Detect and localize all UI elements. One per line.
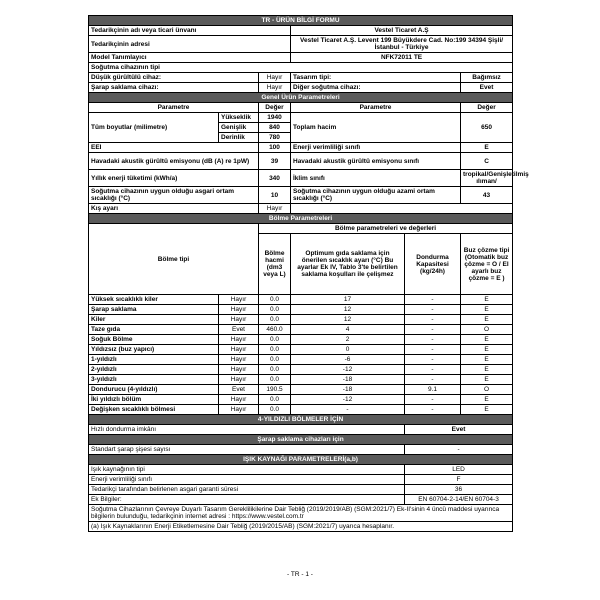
compartment-volume: 0.0 (259, 405, 291, 415)
compartment-temp: 12 (291, 305, 405, 315)
additional-info-label: Ek Bilgiler: (89, 495, 405, 505)
total-volume-label: Toplam hacim (291, 113, 461, 143)
supplier-name-label: Tedarikçinin adı veya ticari ünvanı (89, 26, 291, 36)
compartment-defrost: E (461, 375, 513, 385)
compartment-temp: 17 (291, 295, 405, 305)
dimension-height-label: Yükseklik (219, 113, 259, 123)
compartment-defrost: E (461, 365, 513, 375)
supplier-address-value: Vestel Ticaret A.Ş. Levent 199 Büyükdere Cad. No:199 34394 Şişli/İstanbul - Türkiye (291, 36, 513, 53)
light-type-label: Işık kaynağının tipi (89, 465, 405, 475)
compartment-row (89, 355, 513, 365)
compartment-defrost: E (461, 305, 513, 315)
annual-energy-label: Yıllık enerji tüketimi (kWh/a) (89, 170, 259, 187)
noise-emission-value: 39 (259, 153, 291, 170)
additional-info-value: EN 60704-2-14/EN 60704-3 (405, 495, 513, 505)
compartment-freeze: - (405, 345, 461, 355)
compartment-volume: 0.0 (259, 335, 291, 345)
compartment-volume: 0.0 (259, 375, 291, 385)
light-source-footnote: (a) Işık Kaynaklarının Enerji Etiketlemesine Dair Tebliğ (2019/2015/AB) (SGM:2021/7) uyarıca hesaplanır. (89, 522, 513, 532)
type-row-right-label: Tasarım tipi: (291, 73, 461, 83)
compartment-volume: 0.0 (259, 305, 291, 315)
compartment-present: Hayır (219, 405, 259, 415)
compartment-row (89, 335, 513, 345)
type-row-left-value: Hayır (259, 73, 291, 83)
type-row-right-value: Evet (461, 83, 513, 93)
compartment-name: Taze gıda (89, 325, 219, 335)
compartment-row (89, 375, 513, 385)
compartment-volume: 460.0 (259, 325, 291, 335)
dimensions-label: Tüm boyutlar (milimetre) (89, 113, 219, 143)
page-number: - TR - 1 - (287, 571, 313, 578)
min-ambient-temp-label: Soğutma cihazının uygun olduğu asgari ortam sıcaklığı (°C) (89, 187, 259, 204)
dimension-height-value: 1940 (259, 113, 291, 123)
compartment-present: Evet (219, 325, 259, 335)
compartment-freeze: - (405, 335, 461, 345)
compartment-volume-header: Bölme hacmi (dm3 veya L) (259, 234, 291, 295)
compartment-name: Değişken sıcaklıklı bölmesi (89, 405, 219, 415)
compartment-volume: 190.5 (259, 385, 291, 395)
compartment-freeze: - (405, 365, 461, 375)
light-source-title: IŞIK KAYNAĞI PARAMETRELERİ(a,b) (89, 455, 513, 465)
compartment-present: Evet (219, 385, 259, 395)
type-row-left-value: Hayır (259, 83, 291, 93)
compartment-defrost: E (461, 295, 513, 305)
compartment-defrost: O (461, 325, 513, 335)
general-col-value: Değer (461, 103, 513, 113)
noise-class-value: C (461, 153, 513, 170)
wine-bottles-label: Standart şarap şişesi sayısı (89, 445, 405, 455)
compartment-temp: -6 (291, 355, 405, 365)
wine-bottles-value: - (405, 445, 513, 455)
compartment-row (89, 395, 513, 405)
general-parameters-title: Genel Ürün Parametreleri (89, 93, 513, 103)
max-ambient-temp-value: 43 (461, 187, 513, 204)
appliance-type-label: Soğutma cihazının tipi (89, 63, 513, 73)
compartment-temp: - (291, 405, 405, 415)
total-volume-value: 650 (461, 113, 513, 143)
warranty-label: Tedarikçi tarafından belirlenen asgari garanti süresi (89, 485, 405, 495)
compartment-name: Kiler (89, 315, 219, 325)
compartment-row (89, 365, 513, 375)
compartment-row (89, 385, 513, 395)
compartment-freeze: - (405, 315, 461, 325)
general-col-param: Parametre (291, 103, 461, 113)
compartment-group-header: Bölme parametreleri ve değerleri (259, 224, 513, 234)
compartment-type-header: Bölme tipi (89, 224, 259, 295)
compartment-defrost: E (461, 345, 513, 355)
compartment-name: 3-yıldızlı (89, 375, 219, 385)
eei-value: 100 (259, 143, 291, 153)
compartment-present: Hayır (219, 305, 259, 315)
model-label: Model Tanımlayıcı (89, 53, 291, 63)
compartment-row (89, 325, 513, 335)
compartment-volume: 0.0 (259, 365, 291, 375)
fast-freeze-value: Evet (405, 425, 513, 435)
dimension-depth-value: 780 (259, 133, 291, 143)
light-energy-class-value: F (405, 475, 513, 485)
eei-label: EEI (89, 143, 259, 153)
compartment-name: İki yıldızlı bölüm (89, 395, 219, 405)
energy-class-label: Enerji verimliliği sınıfı (291, 143, 461, 153)
compartment-defrost: E (461, 315, 513, 325)
compartment-freeze: - (405, 295, 461, 305)
compartment-parameters-title: Bölme Parametreleri (89, 214, 513, 224)
compartment-temp: -12 (291, 395, 405, 405)
compartment-temp: 2 (291, 335, 405, 345)
compartment-present: Hayır (219, 395, 259, 405)
compartment-row (89, 405, 513, 415)
compartment-name: Şarap saklama (89, 305, 219, 315)
noise-class-label: Havadaki akustik gürültü emisyonu sınıfı (291, 153, 461, 170)
general-col-value: Değer (259, 103, 291, 113)
compartment-temp: -18 (291, 385, 405, 395)
compartment-defrost: E (461, 355, 513, 365)
compartment-freeze: - (405, 405, 461, 415)
type-row-right-label: Diğer soğutma cihazı: (291, 83, 461, 93)
compartment-freeze: - (405, 395, 461, 405)
climate-class-value: tropikal/Genişletilmiş ılıman/ (461, 170, 513, 187)
winter-setting-value: Hayır (259, 204, 291, 214)
compartment-temp: -18 (291, 375, 405, 385)
compartment-freeze-header: Dondurma Kapasitesi (kg/24h) (405, 234, 461, 295)
compartment-name: Soğuk Bölme (89, 335, 219, 345)
form-title: TR - ÜRÜN BİLGİ FORMU (89, 16, 513, 26)
compartment-freeze: - (405, 305, 461, 315)
supplier-address-label: Tedarikçinin adresi (89, 36, 291, 53)
product-info-table (88, 15, 529, 532)
compartment-freeze: 9.1 (405, 385, 461, 395)
compartment-present: Hayır (219, 355, 259, 365)
compartment-name: Yüksek sıcaklıklı kiler (89, 295, 219, 305)
compartment-defrost-header: Buz çözme tipi (Otomatik buz çözme = O / El ayarlı buz çözme = E ) (461, 234, 513, 295)
compartment-present: Hayır (219, 335, 259, 345)
max-ambient-temp-label: Soğutma cihazının uygun olduğu azami ortam sıcaklığı (°C) (291, 187, 461, 204)
compartment-defrost: O (461, 385, 513, 395)
compartment-temp: 0 (291, 345, 405, 355)
type-row-right-value: Bağımsız (461, 73, 513, 83)
compartment-present: Hayır (219, 365, 259, 375)
annual-energy-value: 340 (259, 170, 291, 187)
compartment-present: Hayır (219, 315, 259, 325)
compartment-present: Hayır (219, 345, 259, 355)
wine-storage-title: Şarap saklama cihazları için (89, 435, 513, 445)
general-col-param: Parametre (89, 103, 259, 113)
compartment-freeze: - (405, 325, 461, 335)
fast-freeze-label: Hızlı dondurma imkânı (89, 425, 405, 435)
noise-emission-label: Havadaki akustik gürültü emisyonu (dB (A) re 1pW) (89, 153, 259, 170)
compartment-volume: 0.0 (259, 315, 291, 325)
model-value: NFK72011 TE (291, 53, 513, 63)
winter-setting-label: Kış ayarı (89, 204, 259, 214)
compartment-row (89, 345, 513, 355)
compartment-row (89, 305, 513, 315)
compartment-temp: 4 (291, 325, 405, 335)
compartment-name: 1-yıldızlı (89, 355, 219, 365)
energy-class-value: E (461, 143, 513, 153)
compartment-name: Dondurucu (4-yıldızlı) (89, 385, 219, 395)
compartment-name: Yıldızsız (buz yapıcı) (89, 345, 219, 355)
compartment-defrost: E (461, 405, 513, 415)
climate-class-label: İklim sınıfı (291, 170, 461, 187)
supplier-name-value: Vestel Ticaret A.Ş (291, 26, 513, 36)
empty-cell (291, 204, 513, 214)
dimension-width-label: Genişlik (219, 123, 259, 133)
compartment-volume: 0.0 (259, 295, 291, 305)
type-row-left-label: Şarap saklama cihazı: (89, 83, 259, 93)
compartment-volume: 0.0 (259, 395, 291, 405)
compartment-name: 2-yıldızlı (89, 365, 219, 375)
product-info-sheet (88, 15, 529, 532)
compartment-volume: 0.0 (259, 355, 291, 365)
dimension-width-value: 840 (259, 123, 291, 133)
dimension-depth-label: Derinlik (219, 133, 259, 143)
compartment-volume: 0.0 (259, 345, 291, 355)
warranty-value: 36 (405, 485, 513, 495)
compartment-row (89, 295, 513, 305)
compartment-temp-header: Optimum gıda saklama için önerilen sıcaklık ayarı (°C) Bu ayarlar Ek IV, Tablo 3'te belirtilen saklama koşulları ile çelişmez (291, 234, 405, 295)
min-ambient-temp-value: 10 (259, 187, 291, 204)
type-row-left-label: Düşük gürültülü cihaz: (89, 73, 259, 83)
compartment-freeze: - (405, 375, 461, 385)
regulation-note: Soğutma Cihazlarının Çevreye Duyarlı Tasarım Gereklilikilerine Dair Tebliğ (2019/2019/AB) (SGM:2021/7) Ek-II'sinin 4 üncü maddesi uyarınca bilgilerin bulunduğu, tedarikçinin internet adresi : https://www.vestel.com.tr (89, 505, 513, 522)
compartment-defrost: E (461, 335, 513, 345)
light-energy-class-label: Enerji verimliliği sınıfı (89, 475, 405, 485)
compartment-freeze: - (405, 355, 461, 365)
compartment-temp: -12 (291, 365, 405, 375)
compartment-row (89, 315, 513, 325)
compartment-defrost: E (461, 395, 513, 405)
compartment-present: Hayır (219, 375, 259, 385)
light-type-value: LED (405, 465, 513, 475)
compartment-temp: 12 (291, 315, 405, 325)
compartment-present: Hayır (219, 295, 259, 305)
four-star-title: 4-YILDIZLI BÖLMELER İÇİN (89, 415, 513, 425)
